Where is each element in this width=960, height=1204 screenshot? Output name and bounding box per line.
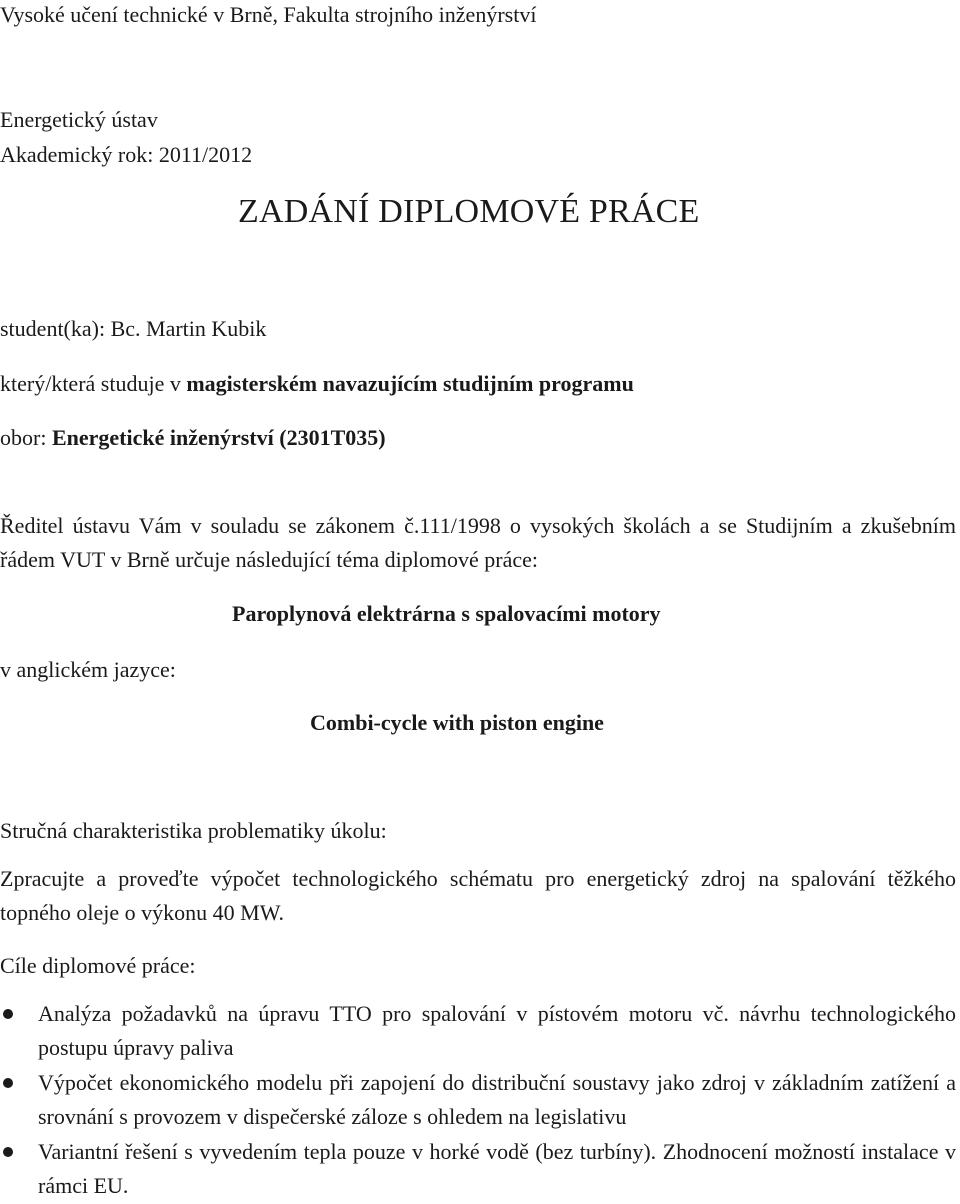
goal-item bbox=[0, 1135, 956, 1203]
intro-paragraph: Ředitel ústavu Vám v souladu se zákonem č.111/1998 o vysokých školách a se Studijním a zkušebním řádem VUT v Brně určuje následující téma diplomové práce: bbox=[0, 513, 956, 572]
field-name: Energetické inženýrství (2301T035) bbox=[51, 425, 386, 450]
goal-item bbox=[0, 997, 956, 1065]
field-prefix: obor: bbox=[0, 425, 52, 450]
topic-czech: Paroplynová elektrárna s spalovacími motory bbox=[232, 601, 661, 626]
student-name: Bc. Martin Kubik bbox=[110, 316, 267, 341]
english-label: v anglickém jazyce: bbox=[0, 657, 176, 682]
goal-text: Variantní řešení s vyvedením tepla pouze v horké vodě (bez turbíny). Zhodnocení možností instalace v rámci EU. bbox=[38, 1139, 956, 1198]
field-line bbox=[0, 425, 386, 451]
institute-name: Energetický ústav bbox=[0, 107, 158, 132]
goal-text: Výpočet ekonomického modelu při zapojení do distribuční soustavy jako zdroj v základním zatížení a srovnání s provozem v dispečerské záloze s ohledem na legislativu bbox=[38, 1070, 956, 1129]
academic-year: Akademický rok: 2011/2012 bbox=[0, 142, 253, 167]
goals-heading: Cíle diplomové práce: bbox=[0, 953, 196, 978]
program-prefix: který/která studuje v bbox=[0, 371, 187, 396]
characteristics-text: Zpracujte a proveďte výpočet technologického schématu pro energetický zdroj na spalování těžkého topného oleje o výkonu 40 MW. bbox=[0, 866, 956, 925]
goals-list bbox=[0, 997, 956, 1204]
university-header: Vysoké učení technické v Brně, Fakulta strojního inženýrství bbox=[0, 2, 537, 27]
student-line bbox=[0, 316, 266, 342]
program-line bbox=[0, 371, 634, 397]
bullet-icon bbox=[3, 1009, 13, 1019]
characteristics-heading: Stručná charakteristika problematiky úkolu: bbox=[0, 818, 387, 843]
page-title: ZADÁNÍ DIPLOMOVÉ PRÁCE bbox=[238, 193, 700, 230]
student-label: student(ka): bbox=[0, 316, 111, 341]
bullet-icon bbox=[3, 1078, 13, 1088]
goal-text: Analýza požadavků na úpravu TTO pro spalování v pístovém motoru vč. návrhu technologického postupu úpravy paliva bbox=[38, 1001, 956, 1060]
topic-english: Combi-cycle with piston engine bbox=[310, 710, 604, 735]
bullet-icon bbox=[3, 1147, 13, 1157]
program-name: magisterském navazujícím studijním programu bbox=[186, 371, 634, 396]
goal-item bbox=[0, 1066, 956, 1134]
